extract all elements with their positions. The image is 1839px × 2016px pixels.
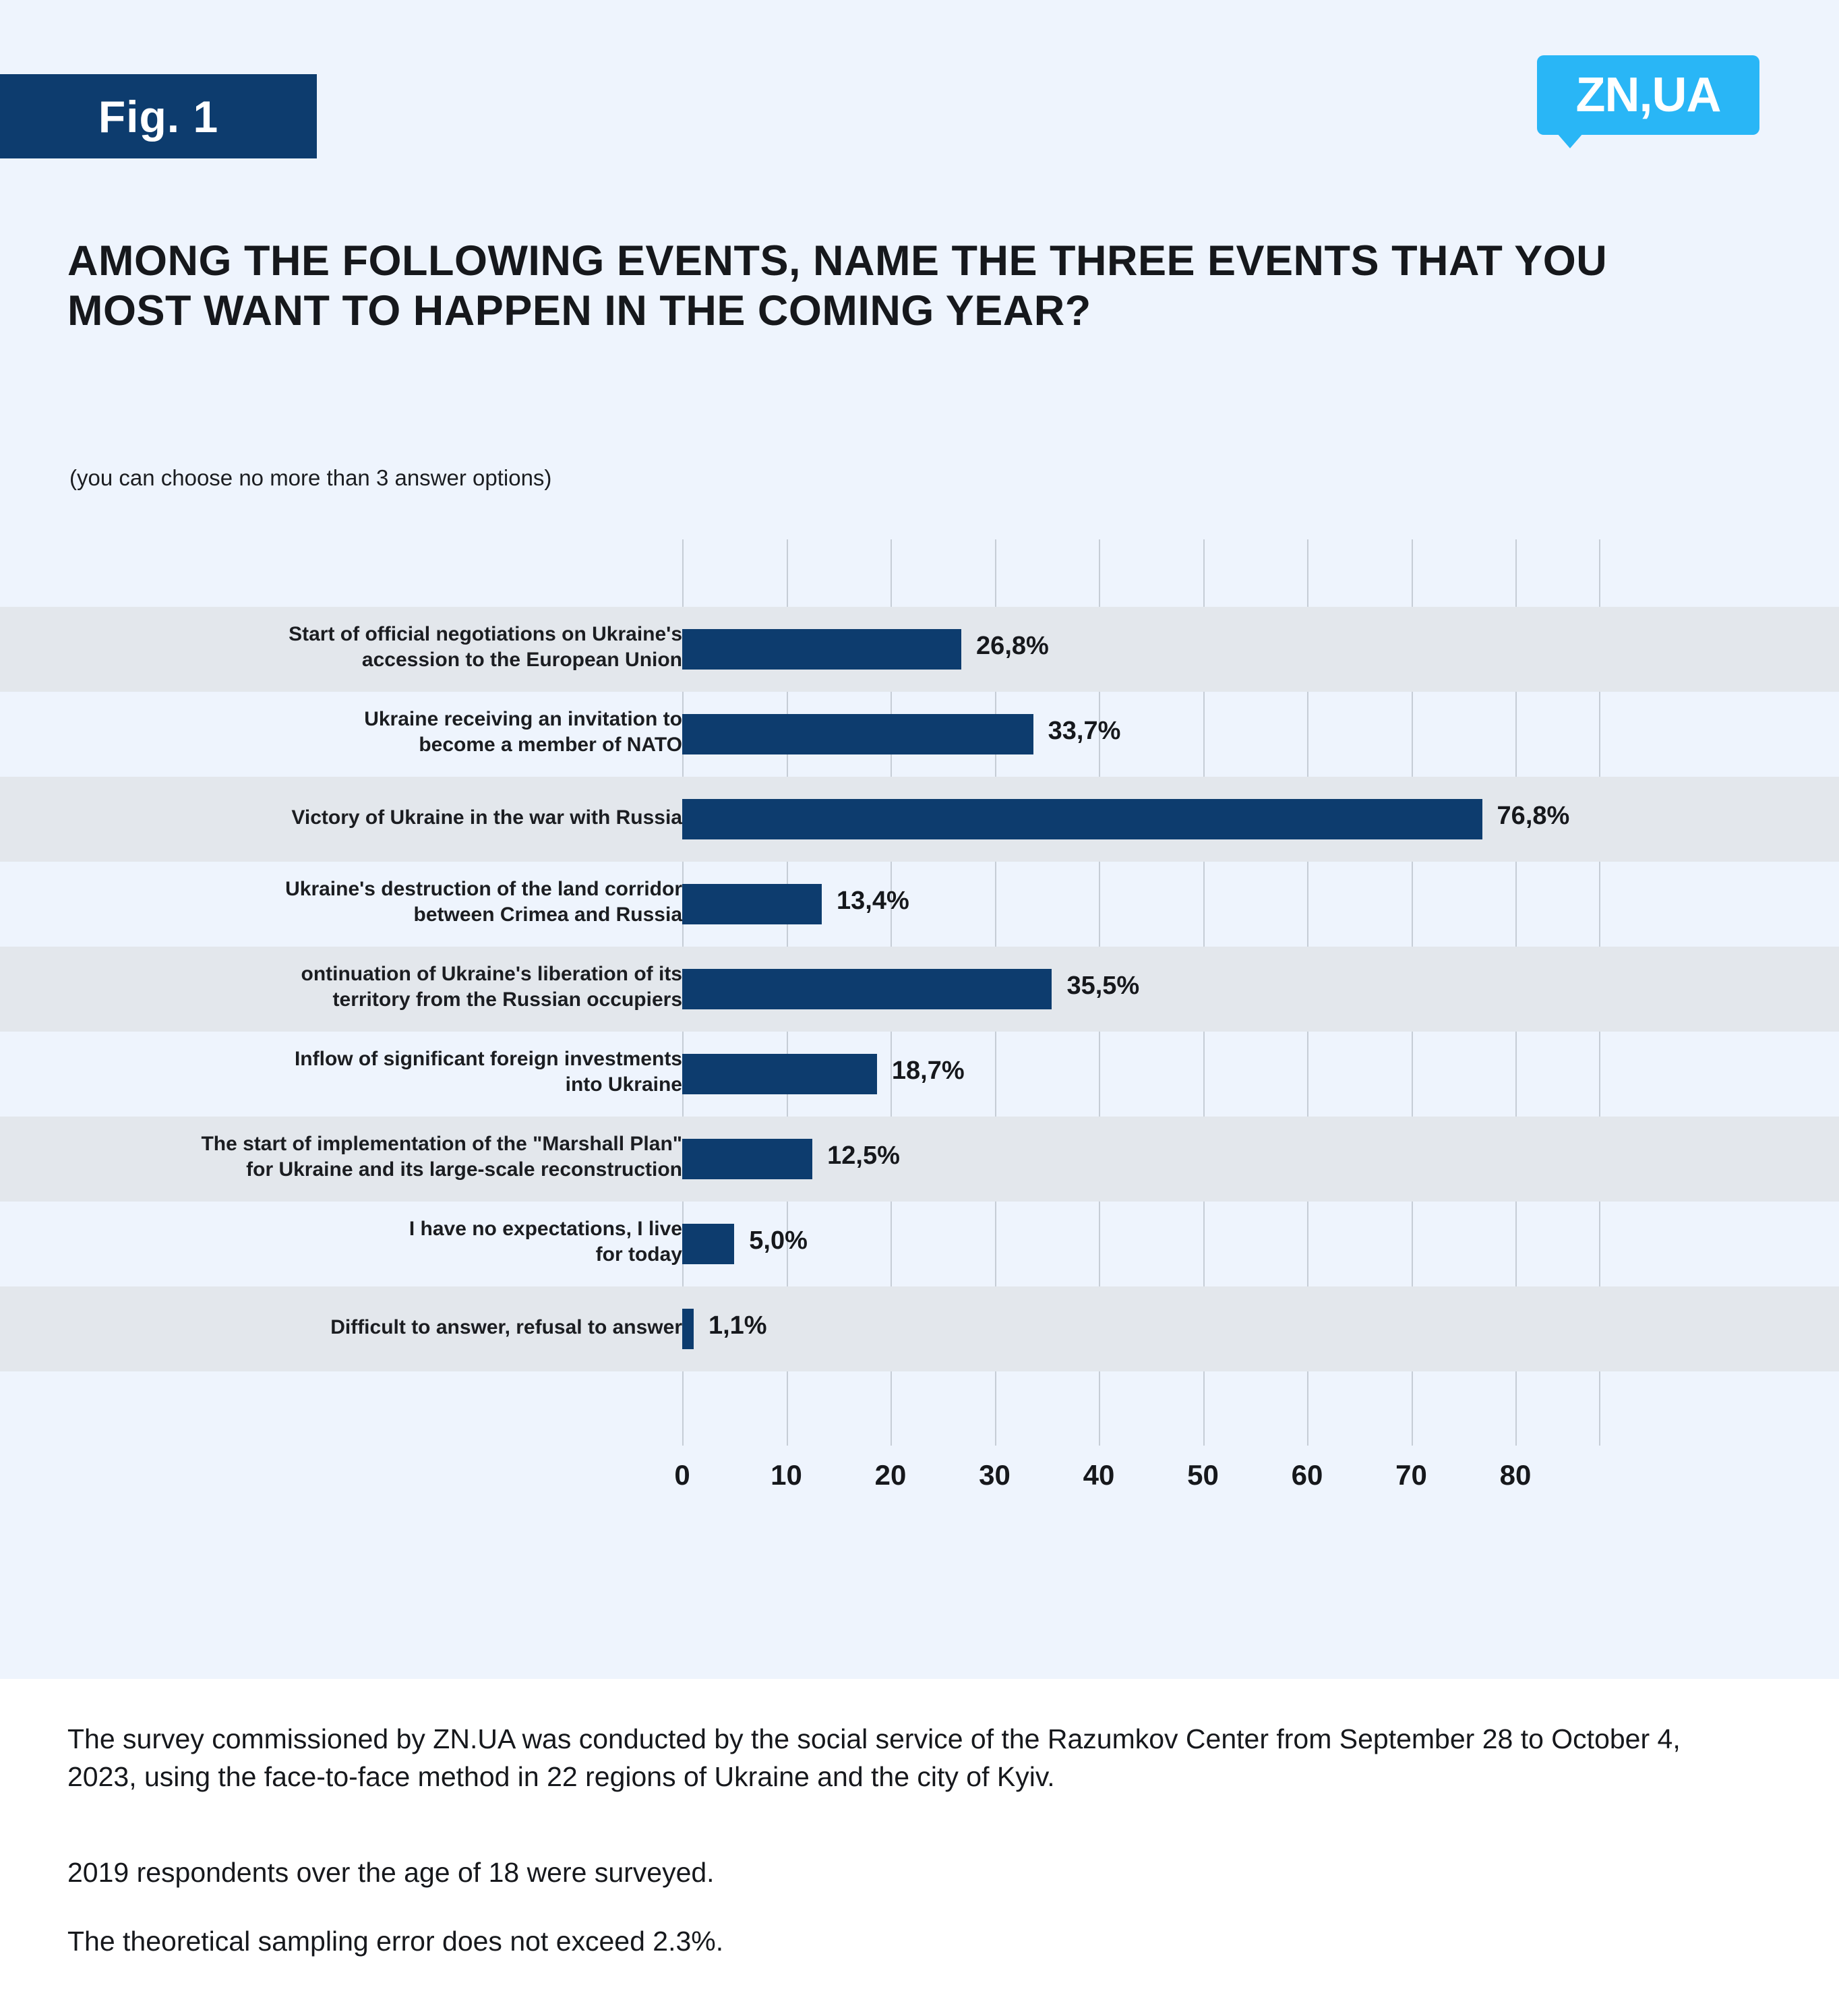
category-label-line: Start of official negotiations on Ukraine's [289,623,682,645]
category-label [8,1046,682,1098]
category-label-line: for Ukraine and its large-scale reconstruction [246,1158,682,1181]
x-axis-tick-label: 70 [1395,1459,1427,1491]
page-title: AMONG THE FOLLOWING EVENTS, NAME THE THREE EVENTS THAT YOU MOST WANT TO HAPPEN IN THE COMING YEAR? [67,237,1608,335]
bar-value-label: 1,1% [708,1311,767,1340]
bar [682,884,822,924]
bar-value-label: 26,8% [976,632,1049,660]
footnote-paragraph-2: 2019 respondents over the age of 18 were surveyed. [67,1857,715,1888]
bar [682,1224,734,1264]
category-label-line: ontinuation of Ukraine's liberation of its [301,963,682,985]
category-label-line: The start of implementation of the "Marshall Plan" [201,1133,682,1155]
category-label [8,961,682,1013]
footnote-block [0,1679,1839,2016]
figure-number-badge [0,74,317,158]
x-axis-tick-label: 40 [1083,1459,1115,1491]
category-label-line: Difficult to answer, refusal to answer [330,1315,682,1338]
category-label [8,877,682,928]
category-label [8,707,682,759]
category-label-line: accession to the European Union [361,649,682,672]
x-axis-tick-label: 80 [1499,1459,1532,1491]
bar [682,969,1052,1009]
category-label [8,805,682,831]
x-axis-tick-label: 0 [674,1459,690,1491]
category-label-line: Inflow of significant foreign investments [294,1048,682,1070]
logo-tail-shape [1552,128,1588,148]
x-axis-tick-label: 30 [979,1459,1011,1491]
bar-value-label: 12,5% [827,1142,900,1170]
category-label [8,1315,682,1340]
category-label-line: I have no expectations, I live [409,1218,682,1240]
x-axis-tick-label: 10 [771,1459,802,1491]
category-label-line: become a member of NATO [419,734,682,757]
category-label-line: into Ukraine [565,1073,682,1096]
category-label-line: territory from the Russian occupiers [332,988,682,1011]
bar [682,629,961,670]
figure-number-label: Fig. 1 [98,91,219,142]
zn-ua-logo [1537,55,1759,135]
bar [682,714,1033,754]
footnote-paragraph-1: The survey commissioned by ZN.UA was conducted by the social service of the Razumkov Center from September 28 to October 4, 2023, using the face-to-face method in 22 regions of Ukraine and the city of Kyiv. [67,1723,1681,1792]
category-label-line: for today [595,1243,682,1266]
x-axis-tick-label: 20 [874,1459,907,1491]
zn-ua-logo-text: ZN,UA [1575,68,1721,122]
category-label-line: Victory of Ukraine in the war with Russia [291,806,682,829]
bar-value-label: 5,0% [749,1226,808,1255]
category-label [8,1131,682,1183]
category-label-line: Ukraine receiving an invitation to [364,708,682,730]
bar-value-label: 76,8% [1497,802,1570,830]
bar-chart [0,539,1839,1679]
x-axis-tick-label: 50 [1187,1459,1219,1491]
bar-value-label: 33,7% [1048,717,1121,745]
category-label-line: between Crimea and Russia [413,903,682,926]
bar-value-label: 18,7% [891,1057,965,1085]
category-label-line: Ukraine's destruction of the land corridor [285,878,682,900]
bar [682,1139,812,1179]
x-axis-tick-label: 60 [1291,1459,1323,1491]
bar [682,1309,694,1349]
bar-value-label: 35,5% [1066,972,1140,1000]
footnote-paragraph-3: The theoretical sampling error does not exceed 2.3%. [67,1926,724,1957]
bar-value-label: 13,4% [837,887,909,915]
category-label [8,622,682,674]
bar [682,799,1482,839]
category-label [8,1216,682,1268]
plot-area [0,539,1839,1517]
bar [682,1054,877,1094]
page-subtitle: (you can choose no more than 3 answer options) [69,465,552,490]
